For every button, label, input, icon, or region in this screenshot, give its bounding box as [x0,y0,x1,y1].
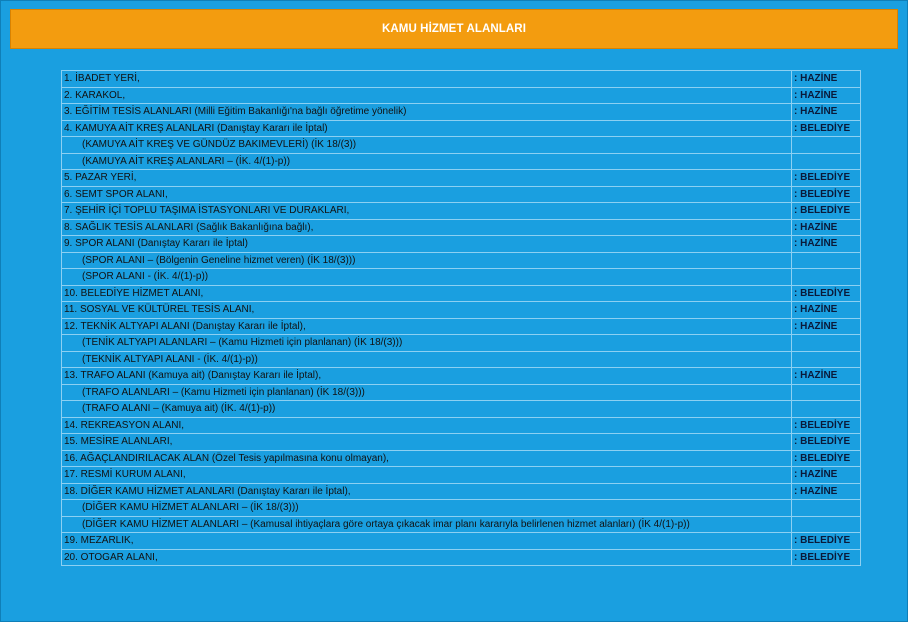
table-row [62,500,861,517]
table-row [62,269,861,286]
area-label: 14. REKREASYON ALANI, [62,417,792,434]
table-row [62,467,861,484]
table-row [62,318,861,335]
table-row [62,516,861,533]
area-label: 2. KARAKOL, [62,87,792,104]
area-label: 3. EĞİTİM TESİS ALANLARI (Milli Eğitim Bakanlığı'na bağlı öğretime yönelik) [62,104,792,121]
table-row [62,417,861,434]
area-label: 16. AĞAÇLANDIRILACAK ALAN (Özel Tesis yapılmasına konu olmayan), [62,450,792,467]
owner-label: : BELEDİYE [792,533,861,550]
owner-label [792,269,861,286]
table-row [62,384,861,401]
owner-label: : BELEDİYE [792,203,861,220]
table-row [62,137,861,154]
table-row [62,335,861,352]
table-row [62,368,861,385]
table-row [62,285,861,302]
table-row [62,533,861,550]
owner-label [792,500,861,517]
sub-item-label: (SPOR ALANI – (Bölgenin Geneline hizmet veren) (İK 18/(3))) [62,252,792,269]
area-label: 13. TRAFO ALANI (Kamuya ait) (Danıştay Kararı ile İptal), [62,368,792,385]
sub-item-label: (TEKNİK ALTYAPI ALANI - (İK. 4/(1)-p)) [62,351,792,368]
sub-item-label: (SPOR ALANI - (İK. 4/(1)-p)) [62,269,792,286]
area-label: 5. PAZAR YERİ, [62,170,792,187]
owner-label [792,335,861,352]
table-row [62,351,861,368]
table-row [62,236,861,253]
table-row [62,104,861,121]
table-row [62,120,861,137]
owner-label: : HAZİNE [792,219,861,236]
owner-label: : BELEDİYE [792,170,861,187]
owner-label: : BELEDİYE [792,285,861,302]
owner-label [792,252,861,269]
owner-label: : HAZİNE [792,104,861,121]
table-row [62,252,861,269]
owner-label: : BELEDİYE [792,186,861,203]
sub-item-label: (KAMUYA AİT KREŞ ALANLARI – (İK. 4/(1)-p)) [62,153,792,170]
table-row [62,401,861,418]
owner-label [792,137,861,154]
table-row [62,434,861,451]
owner-label: : BELEDİYE [792,434,861,451]
owner-label: : HAZİNE [792,483,861,500]
table-row [62,170,861,187]
table-row [62,483,861,500]
sub-item-label: (DİĞER KAMU HİZMET ALANLARI – (İK 18/(3))) [62,500,792,517]
owner-label: : BELEDİYE [792,549,861,566]
sub-item-label: (KAMUYA AİT KREŞ VE GÜNDÜZ BAKIMEVLERİ) (İK 18/(3)) [62,137,792,154]
area-label: 15. MESİRE ALANLARI, [62,434,792,451]
area-label: 10. BELEDİYE HİZMET ALANI, [62,285,792,302]
area-label: 18. DİĞER KAMU HİZMET ALANLARI (Danıştay Kararı ile İptal), [62,483,792,500]
area-label: 1. İBADET YERİ, [62,71,792,88]
owner-label [792,516,861,533]
area-label: 12. TEKNİK ALTYAPI ALANI (Danıştay Kararı ile İptal), [62,318,792,335]
owner-label: : HAZİNE [792,87,861,104]
table-row [62,302,861,319]
owner-label [792,401,861,418]
owner-label: : HAZİNE [792,236,861,253]
owner-label [792,153,861,170]
owner-label: : HAZİNE [792,318,861,335]
public-service-areas-table [61,70,861,566]
owner-label: : BELEDİYE [792,450,861,467]
owner-label: : HAZİNE [792,368,861,385]
page-title: KAMU HİZMET ALANLARI [381,23,527,35]
area-label: 6. SEMT SPOR ALANI, [62,186,792,203]
area-label: 8. SAĞLIK TESİS ALANLARI (Sağlık Bakanlığına bağlı), [62,219,792,236]
area-label: 11. SOSYAL VE KÜLTÜREL TESİS ALANI, [62,302,792,319]
page-title-banner [10,9,898,49]
table-row [62,153,861,170]
table-row [62,450,861,467]
sub-item-label: (TRAFO ALANLARI – (Kamu Hizmeti için planlanan) (İK 18/(3))) [62,384,792,401]
owner-label [792,384,861,401]
table-row [62,186,861,203]
owner-label: : HAZİNE [792,71,861,88]
area-label: 9. SPOR ALANI (Danıştay Kararı ile İptal) [62,236,792,253]
table-row [62,219,861,236]
table-row [62,87,861,104]
area-label: 7. ŞEHİR İÇİ TOPLU TAŞIMA İSTASYONLARI VE DURAKLARI, [62,203,792,220]
table-row [62,203,861,220]
owner-label: : BELEDİYE [792,417,861,434]
table-row [62,71,861,88]
area-label: 20. OTOGAR ALANI, [62,549,792,566]
sub-item-label: (DİĞER KAMU HİZMET ALANLARI – (Kamusal ihtiyaçlara göre ortaya çıkacak imar planı kararıyla belirlenen hizmet alanları) (İK 4/(1)-p)) [62,516,792,533]
owner-label: : HAZİNE [792,467,861,484]
owner-label: : HAZİNE [792,302,861,319]
owner-label: : BELEDİYE [792,120,861,137]
table-row [62,549,861,566]
area-label: 17. RESMİ KURUM ALANI, [62,467,792,484]
area-label: 4. KAMUYA AİT KREŞ ALANLARI (Danıştay Kararı ile İptal) [62,120,792,137]
area-label: 19. MEZARLIK, [62,533,792,550]
sub-item-label: (TRAFO ALANI – (Kamuya ait) (İK. 4/(1)-p)) [62,401,792,418]
sub-item-label: (TENİK ALTYAPI ALANLARI – (Kamu Hizmeti için planlanan) (İK 18/(3))) [62,335,792,352]
owner-label [792,351,861,368]
